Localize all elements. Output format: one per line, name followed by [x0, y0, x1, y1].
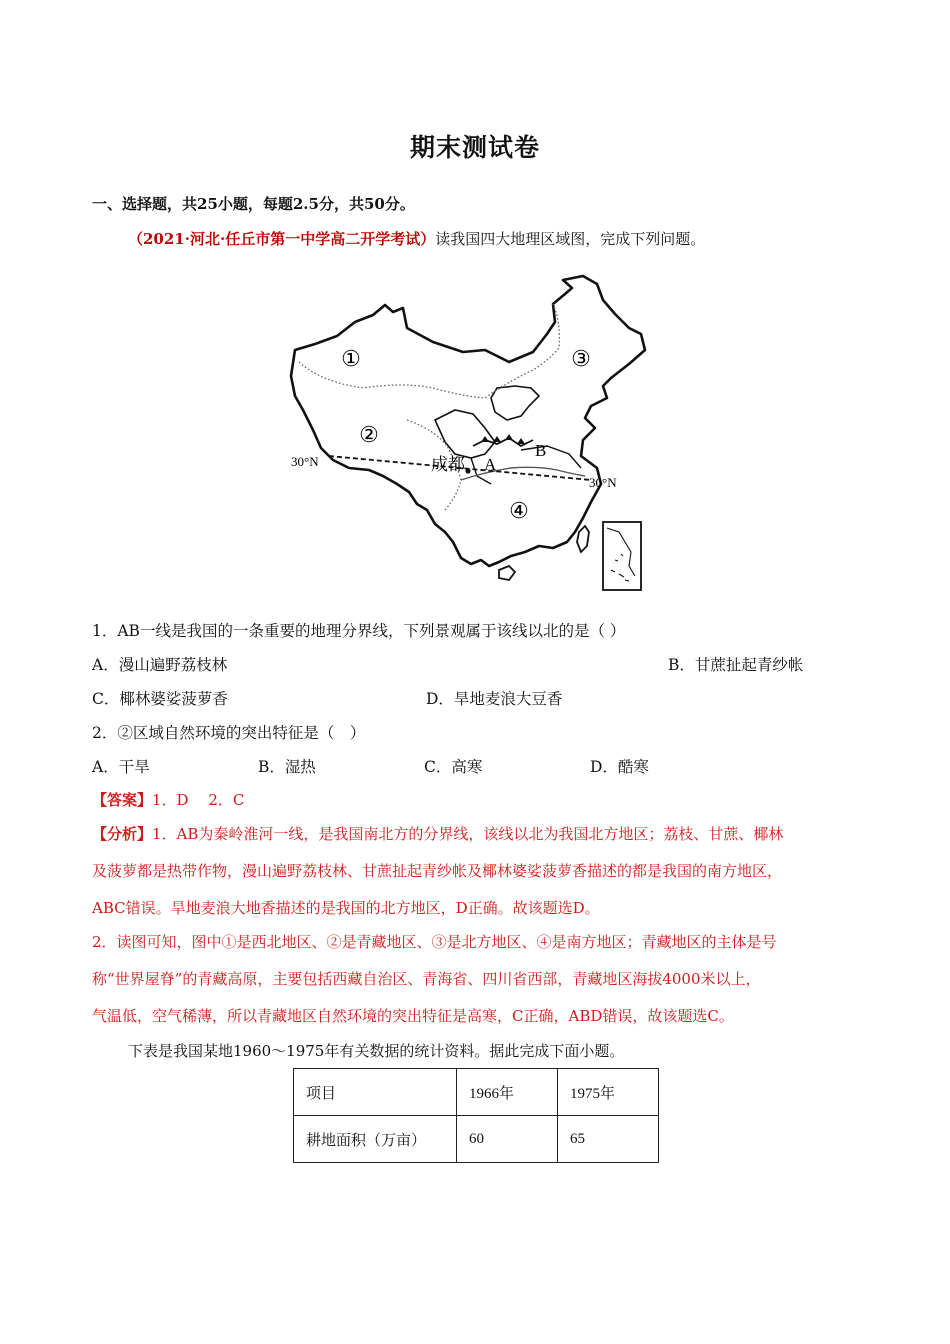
- table-intro: 下表是我国某地1960～1975年有关数据的统计资料。据此完成下面小题。: [128, 1042, 625, 1060]
- q2-option-a[interactable]: A．干旱: [92, 758, 150, 776]
- q1-option-b[interactable]: B．甘蔗扯起青纱帐: [668, 656, 804, 674]
- answer-text: 1．D 2．C: [152, 791, 245, 809]
- chengdu-label: 成都: [431, 455, 465, 474]
- statistics-table: [293, 1068, 659, 1163]
- taiwan-island: [577, 526, 589, 552]
- china-outline: [291, 276, 645, 566]
- section-heading: 一、选择题，共25小题，每题2.5分，共50分。: [92, 195, 415, 213]
- chengdu-point: [465, 468, 470, 473]
- table-header-cell: 1975年: [558, 1069, 659, 1116]
- q2-option-c[interactable]: C．高寒: [424, 758, 483, 776]
- answer-line: [92, 789, 244, 810]
- q1-option-d[interactable]: D．旱地麦浪大豆香: [426, 690, 563, 708]
- page-title: 期末测试卷: [409, 133, 540, 162]
- table-header-row: [294, 1069, 659, 1116]
- question-intro: [128, 228, 705, 249]
- region-label-3: ③: [571, 346, 591, 371]
- table-cell: 耕地面积（万亩）: [294, 1116, 457, 1163]
- south-china-sea-inset: [603, 522, 641, 590]
- q2-option-b[interactable]: B．湿热: [258, 758, 316, 776]
- point-a-label: A: [484, 455, 497, 474]
- region-label-4: ④: [509, 498, 529, 523]
- analysis-line-2: 及菠萝都是热带作物，漫山遍野荔枝林、甘蔗扯起青纱帐及椰林婆娑菠萝香描述的都是我国的南方地区，: [92, 862, 783, 880]
- table-header-cell: 项目: [294, 1069, 457, 1116]
- analysis-label: 【分析】: [92, 825, 153, 843]
- latitude-label-east: 30°N: [589, 475, 617, 490]
- china-regions-map: [285, 270, 655, 600]
- question-2-stem: 2．②区域自然环境的突出特征是（ ）: [92, 724, 366, 742]
- latitude-label-west: 30°N: [291, 454, 319, 469]
- region-label-2: ②: [359, 422, 379, 447]
- analysis-line-3: ABC错误。旱地麦浪大地香描述的是我国的北方地区，D正确。故该题选D。: [92, 899, 600, 917]
- analysis-text: 1．AB为秦岭淮河一线，是我国南北方的分界线，该线以北为我国北方地区；荔枝、甘蔗、椰林: [152, 825, 784, 843]
- table-row: [294, 1116, 659, 1163]
- hainan-island: [499, 566, 515, 580]
- q1-option-a[interactable]: A．漫山遍野荔枝林: [92, 656, 228, 674]
- region-label-1: ①: [341, 346, 361, 371]
- analysis-line-4: 2．读图可知，图中①是西北地区、②是青藏地区、③是北方地区、④是南方地区；青藏地区的主体是号: [92, 933, 777, 951]
- q2-option-d[interactable]: D．酷寒: [590, 758, 649, 776]
- analysis-line-5: 称“世界屋脊”的青藏高原，主要包括西藏自治区、青海省、四川省西部，青藏地区海拔4000米以上，: [92, 970, 761, 988]
- intro-text: 读我国四大地理区域图，完成下列问题。: [435, 230, 706, 248]
- answer-label: 【答案】: [92, 791, 153, 809]
- table-cell: 60: [457, 1116, 558, 1163]
- point-b-label: B: [535, 441, 547, 460]
- table-cell: 65: [558, 1116, 659, 1163]
- analysis-line-1: [92, 823, 783, 844]
- question-1-stem: 1．AB一线是我国的一条重要的地理分界线，下列景观属于该线以北的是（ ）: [92, 622, 626, 640]
- analysis-line-6: 气温低，空气稀薄，所以青藏地区自然环境的突出特征是高寒，C正确，ABD错误，故该题选C。: [92, 1007, 734, 1025]
- table-header-cell: 1966年: [457, 1069, 558, 1116]
- source-tag: （2021·河北·任丘市第一中学高二开学考试）: [128, 230, 436, 248]
- q1-option-c[interactable]: C．椰林婆娑菠萝香: [92, 690, 228, 708]
